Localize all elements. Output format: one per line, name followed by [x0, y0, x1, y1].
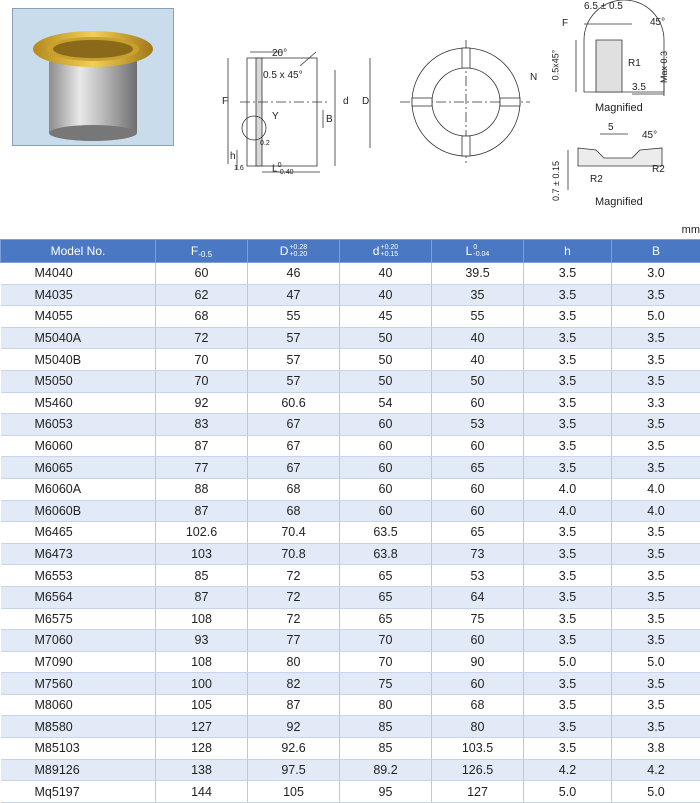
- cell-b: 3.0: [612, 263, 700, 285]
- cell-model: M6053: [1, 414, 156, 436]
- cell-b: 4.0: [612, 500, 700, 522]
- col-header-d-tol: [289, 244, 307, 258]
- cell-l: 127: [432, 781, 524, 803]
- table-row: [1, 392, 700, 414]
- cell-model: M4040: [1, 263, 156, 285]
- col-header-f: [156, 240, 248, 263]
- table-row: [1, 651, 700, 673]
- cell-d-big: 105: [248, 781, 340, 803]
- col-header-dd-tol: [380, 244, 398, 258]
- cell-d-big: 67: [248, 414, 340, 436]
- cell-h: 3.5: [524, 565, 612, 587]
- cell-b: 3.5: [612, 414, 700, 436]
- cell-b: 3.5: [612, 630, 700, 652]
- cell-l: 65: [432, 522, 524, 544]
- cell-f: 62: [156, 284, 248, 306]
- unit-label: mm: [682, 224, 700, 236]
- cell-d-small: 85: [340, 716, 432, 738]
- cell-d-big: 77: [248, 630, 340, 652]
- cell-f: 93: [156, 630, 248, 652]
- cell-d-small: 65: [340, 586, 432, 608]
- cell-model: M5460: [1, 392, 156, 414]
- front-view: [400, 40, 530, 164]
- cell-model: M5050: [1, 370, 156, 392]
- cell-b: 3.5: [612, 327, 700, 349]
- cell-model: M8580: [1, 716, 156, 738]
- cell-h: 3.5: [524, 630, 612, 652]
- cell-h: 3.5: [524, 435, 612, 457]
- cell-model: M6553: [1, 565, 156, 587]
- label-y-top-dim: 6.5 ± 0.5: [584, 1, 623, 12]
- cell-b: 5.0: [612, 651, 700, 673]
- cell-d-big: 70.8: [248, 543, 340, 565]
- cell-d-big: 68: [248, 500, 340, 522]
- cell-h: 5.0: [524, 651, 612, 673]
- cell-f: 87: [156, 435, 248, 457]
- cell-d-small: 40: [340, 263, 432, 285]
- cell-h: 3.5: [524, 608, 612, 630]
- cell-f: 72: [156, 327, 248, 349]
- cell-d-small: 60: [340, 414, 432, 436]
- col-header-f-main: F: [191, 244, 198, 258]
- spec-table: [0, 239, 700, 803]
- cell-b: 3.5: [612, 435, 700, 457]
- col-header-b-text: B: [652, 244, 660, 258]
- label-z-r2b: R2: [652, 164, 665, 175]
- cell-h: 3.5: [524, 586, 612, 608]
- cell-l: 60: [432, 630, 524, 652]
- cell-d-big: 60.6: [248, 392, 340, 414]
- cell-model: M4055: [1, 306, 156, 328]
- label-d-small: d: [343, 96, 349, 107]
- cell-l: 73: [432, 543, 524, 565]
- label-chamfer-angle: 20°: [272, 48, 287, 59]
- cell-l: 55: [432, 306, 524, 328]
- cell-l: 60: [432, 392, 524, 414]
- cell-model: M7560: [1, 673, 156, 695]
- cell-d-small: 50: [340, 349, 432, 371]
- spec-table-body: [1, 263, 700, 803]
- col-header-l-tol: [473, 244, 489, 258]
- cell-d-big: 72: [248, 586, 340, 608]
- cell-b: 3.5: [612, 543, 700, 565]
- cell-model: M7060: [1, 630, 156, 652]
- cell-l: 50: [432, 370, 524, 392]
- label-y-f: F: [562, 18, 568, 29]
- col-header-dd-tol-top: +0.20: [380, 244, 398, 251]
- label-magnified-2: Magnified: [595, 196, 643, 208]
- col-header-d-big: [248, 240, 340, 263]
- table-row: [1, 306, 700, 328]
- label-f: F: [222, 96, 228, 107]
- label-n: N: [530, 72, 537, 83]
- col-header-model: [1, 240, 156, 263]
- cell-d-small: 95: [340, 781, 432, 803]
- col-header-d-main: D: [280, 244, 289, 258]
- cell-l: 126.5: [432, 759, 524, 781]
- cell-f: 77: [156, 457, 248, 479]
- table-row: [1, 673, 700, 695]
- cell-d-big: 46: [248, 263, 340, 285]
- cell-f: 70: [156, 370, 248, 392]
- table-row: [1, 414, 700, 436]
- cell-d-small: 89.2: [340, 759, 432, 781]
- cell-d-big: 67: [248, 435, 340, 457]
- cell-d-small: 63.8: [340, 543, 432, 565]
- col-header-l-tol-top: 0: [473, 244, 477, 251]
- cell-h: 3.5: [524, 543, 612, 565]
- cell-model: M6060A: [1, 478, 156, 500]
- cell-h: 3.5: [524, 716, 612, 738]
- cell-l: 80: [432, 716, 524, 738]
- table-row: [1, 370, 700, 392]
- header-drawings: [0, 0, 700, 240]
- cell-b: 4.2: [612, 759, 700, 781]
- table-row: [1, 435, 700, 457]
- label-radius-note: 0.2: [260, 140, 270, 147]
- label-y-chamfer: 0.5x45°: [550, 50, 560, 81]
- table-row: [1, 543, 700, 565]
- label-d-big: D: [362, 96, 369, 107]
- cell-model: M6575: [1, 608, 156, 630]
- cell-b: 3.3: [612, 392, 700, 414]
- cell-model: M6060B: [1, 500, 156, 522]
- cell-d-small: 50: [340, 327, 432, 349]
- col-header-l-tol-bot: -0.04: [473, 251, 489, 258]
- cell-h: 3.5: [524, 306, 612, 328]
- cell-d-small: 63.5: [340, 522, 432, 544]
- table-row: [1, 500, 700, 522]
- col-header-d-tol-top: +0.28: [289, 244, 307, 251]
- cell-b: 3.5: [612, 694, 700, 716]
- col-header-dd-tol-bot: +0.15: [380, 251, 398, 258]
- magnified-y-detail: [576, 0, 664, 96]
- table-row: [1, 327, 700, 349]
- cell-l: 53: [432, 565, 524, 587]
- table-row: [1, 738, 700, 760]
- cell-b: 3.5: [612, 370, 700, 392]
- label-z-angle: 45°: [642, 130, 657, 141]
- label-y-35: 3.5: [632, 82, 646, 93]
- cell-f: 108: [156, 651, 248, 673]
- cell-l: 40: [432, 327, 524, 349]
- cell-b: 3.5: [612, 522, 700, 544]
- cell-l: 60: [432, 478, 524, 500]
- cell-d-small: 60: [340, 435, 432, 457]
- cell-d-small: 65: [340, 608, 432, 630]
- cell-f: 138: [156, 759, 248, 781]
- cell-model: M6060: [1, 435, 156, 457]
- cell-h: 3.5: [524, 370, 612, 392]
- cell-b: 3.5: [612, 716, 700, 738]
- col-header-l-main: L: [466, 244, 473, 258]
- cell-l: 53: [432, 414, 524, 436]
- table-row: [1, 630, 700, 652]
- cell-h: 3.5: [524, 414, 612, 436]
- cell-d-big: 47: [248, 284, 340, 306]
- cell-f: 100: [156, 673, 248, 695]
- cell-d-big: 68: [248, 478, 340, 500]
- cell-model: M5040B: [1, 349, 156, 371]
- cell-d-big: 87: [248, 694, 340, 716]
- cell-d-big: 57: [248, 327, 340, 349]
- cell-d-small: 85: [340, 738, 432, 760]
- col-header-h: [524, 240, 612, 263]
- table-row: [1, 608, 700, 630]
- cell-model: M6065: [1, 457, 156, 479]
- cell-d-small: 50: [340, 370, 432, 392]
- cell-d-small: 80: [340, 694, 432, 716]
- table-row: [1, 565, 700, 587]
- label-y-max: Max 0.3: [659, 51, 669, 83]
- cell-model: M7090: [1, 651, 156, 673]
- col-header-b: [612, 240, 700, 263]
- label-l-tol-top: 0: [278, 162, 282, 169]
- table-row: [1, 522, 700, 544]
- cell-d-small: 45: [340, 306, 432, 328]
- cell-model: M6473: [1, 543, 156, 565]
- cell-h: 3.5: [524, 392, 612, 414]
- table-row: [1, 781, 700, 803]
- label-l: [272, 162, 294, 176]
- cell-h: 4.0: [524, 478, 612, 500]
- cell-d-small: 70: [340, 651, 432, 673]
- cell-f: 68: [156, 306, 248, 328]
- label-y-r1: R1: [628, 58, 641, 69]
- table-row: [1, 457, 700, 479]
- col-header-d-small: [340, 240, 432, 263]
- col-header-dd-main: d: [373, 244, 380, 258]
- cell-d-big: 92: [248, 716, 340, 738]
- cell-d-big: 57: [248, 370, 340, 392]
- label-chamfer-size: 0.5 x 45°: [263, 70, 303, 81]
- label-magnified-1: Magnified: [595, 102, 643, 114]
- cell-d-small: 54: [340, 392, 432, 414]
- col-header-d-tol-bot: +0.20: [289, 251, 307, 258]
- cell-f: 128: [156, 738, 248, 760]
- cell-h: 3.5: [524, 327, 612, 349]
- cell-d-small: 70: [340, 630, 432, 652]
- cell-b: 3.5: [612, 284, 700, 306]
- col-header-f-tol: -0.5: [198, 250, 212, 259]
- label-h: h: [230, 151, 236, 162]
- table-row: [1, 284, 700, 306]
- table-row: [1, 759, 700, 781]
- label-z-5: 5: [608, 122, 614, 133]
- label-z-height: 0.7 ± 0.15: [551, 161, 561, 201]
- cell-d-big: 72: [248, 608, 340, 630]
- cell-d-small: 75: [340, 673, 432, 695]
- magnified-z-detail: [568, 134, 662, 190]
- cell-f: 87: [156, 500, 248, 522]
- cell-h: 3.5: [524, 284, 612, 306]
- cell-f: 102.6: [156, 522, 248, 544]
- col-header-h-text: h: [564, 244, 571, 258]
- cell-l: 40: [432, 349, 524, 371]
- table-header-row: [1, 240, 700, 263]
- table-row: [1, 586, 700, 608]
- cell-h: 3.5: [524, 738, 612, 760]
- cell-l: 65: [432, 457, 524, 479]
- label-y-angle: 45°: [650, 17, 665, 28]
- label-corner: 1.6: [234, 165, 244, 172]
- cell-h: 3.5: [524, 522, 612, 544]
- cell-l: 103.5: [432, 738, 524, 760]
- cell-model: M6465: [1, 522, 156, 544]
- cell-b: 4.0: [612, 478, 700, 500]
- cell-d-big: 57: [248, 349, 340, 371]
- cell-f: 108: [156, 608, 248, 630]
- cell-d-big: 80: [248, 651, 340, 673]
- label-l-letter: L: [272, 164, 278, 175]
- cell-d-small: 60: [340, 478, 432, 500]
- table-row: [1, 478, 700, 500]
- label-y: Y: [272, 111, 279, 122]
- col-header-l: [432, 240, 524, 263]
- cell-h: 3.5: [524, 263, 612, 285]
- cell-d-small: 60: [340, 457, 432, 479]
- cell-l: 39.5: [432, 263, 524, 285]
- cell-l: 68: [432, 694, 524, 716]
- cell-f: 144: [156, 781, 248, 803]
- cell-f: 83: [156, 414, 248, 436]
- cell-h: 3.5: [524, 457, 612, 479]
- cell-h: 5.0: [524, 781, 612, 803]
- cell-b: 3.5: [612, 586, 700, 608]
- cell-d-big: 82: [248, 673, 340, 695]
- cell-model: M89126: [1, 759, 156, 781]
- cell-b: 3.5: [612, 349, 700, 371]
- cell-b: 3.5: [612, 608, 700, 630]
- cell-d-big: 92.6: [248, 738, 340, 760]
- cell-f: 60: [156, 263, 248, 285]
- cell-d-small: 40: [340, 284, 432, 306]
- label-l-tol-bottom: -0.40: [278, 169, 294, 176]
- cell-b: 3.8: [612, 738, 700, 760]
- cell-b: 3.5: [612, 673, 700, 695]
- cell-d-small: 60: [340, 500, 432, 522]
- table-row: [1, 349, 700, 371]
- table-row: [1, 263, 700, 285]
- table-row: [1, 716, 700, 738]
- cell-f: 88: [156, 478, 248, 500]
- cell-h: 4.0: [524, 500, 612, 522]
- cell-h: 3.5: [524, 349, 612, 371]
- cell-h: 3.5: [524, 694, 612, 716]
- cell-h: 3.5: [524, 673, 612, 695]
- cell-d-big: 97.5: [248, 759, 340, 781]
- cell-h: 4.2: [524, 759, 612, 781]
- cell-b: 3.5: [612, 457, 700, 479]
- cell-f: 70: [156, 349, 248, 371]
- label-l-tol: [278, 162, 294, 176]
- cell-d-big: 70.4: [248, 522, 340, 544]
- cell-model: M4035: [1, 284, 156, 306]
- table-row: [1, 694, 700, 716]
- cell-model: M6564: [1, 586, 156, 608]
- cell-f: 127: [156, 716, 248, 738]
- cell-b: 3.5: [612, 565, 700, 587]
- cell-d-small: 65: [340, 565, 432, 587]
- cell-d-big: 67: [248, 457, 340, 479]
- cell-b: 5.0: [612, 306, 700, 328]
- cell-l: 60: [432, 673, 524, 695]
- label-z-r2a: R2: [590, 174, 603, 185]
- cell-f: 103: [156, 543, 248, 565]
- label-b: B: [326, 114, 333, 125]
- cell-d-big: 55: [248, 306, 340, 328]
- cell-l: 60: [432, 500, 524, 522]
- cell-l: 64: [432, 586, 524, 608]
- cell-model: Mq5197: [1, 781, 156, 803]
- cell-model: M5040A: [1, 327, 156, 349]
- cell-l: 75: [432, 608, 524, 630]
- cell-f: 92: [156, 392, 248, 414]
- cell-model: M8060: [1, 694, 156, 716]
- cell-b: 5.0: [612, 781, 700, 803]
- cell-f: 87: [156, 586, 248, 608]
- cell-l: 35: [432, 284, 524, 306]
- col-header-model-text: Model No.: [51, 244, 106, 258]
- cell-l: 90: [432, 651, 524, 673]
- cell-f: 85: [156, 565, 248, 587]
- cell-l: 60: [432, 435, 524, 457]
- cell-model: M85103: [1, 738, 156, 760]
- cell-d-big: 72: [248, 565, 340, 587]
- cell-f: 105: [156, 694, 248, 716]
